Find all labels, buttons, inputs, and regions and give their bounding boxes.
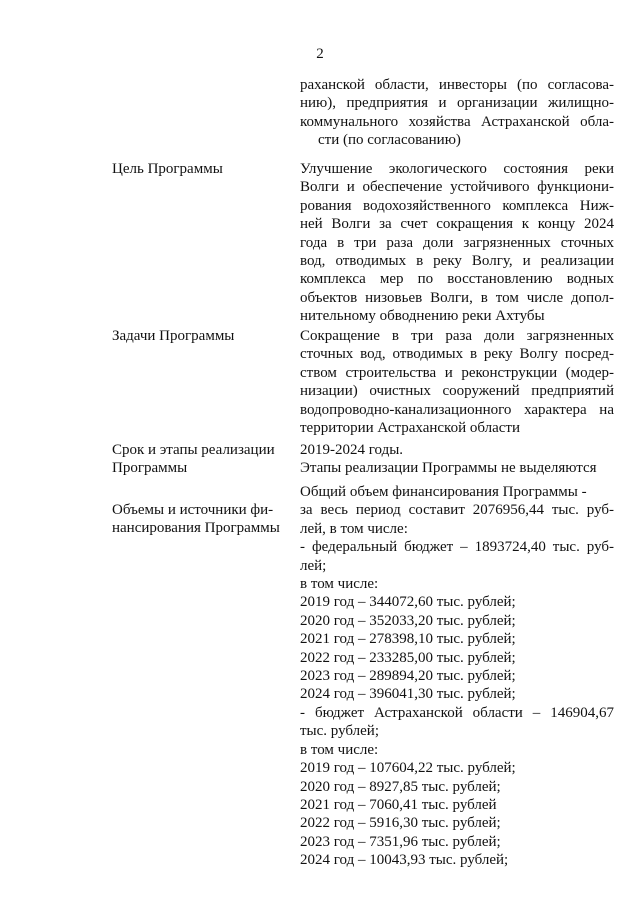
text-line: 2020 год – 352033,20 тыс. рублей; [300, 612, 516, 629]
label-line: нансирования Программы [112, 520, 280, 537]
row-label-tasks [112, 327, 287, 345]
text-line: 2020 год – 8927,85 тыс. рублей; [300, 778, 501, 795]
text-line: в том числе: [300, 741, 379, 758]
text-line: 2023 год – 289894,20 тыс. рублей; [300, 668, 516, 685]
text-line: Общий объем финансирования Программы - [300, 484, 587, 500]
row-value-tasks [300, 327, 614, 437]
text-line: года в три раза доли загрязненных сточных [300, 234, 614, 251]
text-line: тыс. рублей; [300, 723, 379, 740]
text-line: 2019 год – 107604,22 тыс. рублей; [300, 760, 516, 777]
row-label-funding [112, 501, 287, 538]
label-line: Задачи Программы [112, 328, 235, 344]
text-line: Улучшение экологического состояния реки [300, 161, 614, 177]
row-value-term [300, 441, 614, 478]
text-line: ством строительства и реконструкции (модер- [300, 364, 614, 381]
continuation-text [300, 76, 614, 150]
text-line: Сокращение в три раза доли загрязненных [300, 328, 614, 344]
text-line: в том числе: [300, 576, 379, 593]
label-line: Объемы и источники фи- [112, 502, 274, 518]
label-line: Программы [112, 460, 188, 477]
text-line: 2023 год – 7351,96 тыс. рублей; [300, 833, 501, 850]
label-line: Цель Программы [112, 161, 223, 177]
text-line: 2021 год – 7060,41 тыс. рублей [300, 796, 497, 813]
text-line: сти (по согласованию) [318, 132, 461, 149]
text-line: низации) очистных сооружений предприятий [300, 383, 614, 400]
text-line: лей; [300, 557, 327, 574]
row-label-goal [112, 160, 287, 178]
text-line: 2022 год – 233285,00 тыс. рублей; [300, 649, 516, 666]
text-line: водопроводно-канализационного характера на [300, 401, 614, 418]
text-line: лей, в том числе: [300, 520, 408, 537]
text-line: комплекса мер по восстановлению водных [300, 271, 614, 288]
row-value-goal [300, 160, 614, 326]
row-value-funding [300, 483, 614, 870]
text-line: сточных вод, отводимых в реку Волгу посред- [300, 346, 614, 363]
text-line: ней Волги за счет сокращения к концу 2024 [300, 216, 614, 233]
text-line: Этапы реализации Программы не выделяются [300, 460, 597, 477]
text-line: вод, отводимых в реку Волгу, и реализации [300, 253, 614, 270]
text-line: 2019-2024 годы. [300, 442, 404, 458]
text-line: за весь период составит 2076956,44 тыс. руб- [300, 502, 614, 519]
text-line: - бюджет Астраханской области – 146904,67 [300, 704, 614, 721]
row-label-term [112, 441, 287, 478]
text-line: - федеральный бюджет – 1893724,40 тыс. руб- [300, 539, 614, 556]
text-line: 2019 год – 344072,60 тыс. рублей; [300, 594, 516, 611]
text-line: рования водохозяйственного комплекса Ниж- [300, 197, 614, 214]
text-line: нительному обводнению реки Ахтубы [300, 308, 545, 325]
text-line: 2024 год – 396041,30 тыс. рублей; [300, 686, 516, 703]
text-line: территории Астраханской области [300, 420, 521, 437]
page-number: 2 [316, 46, 324, 62]
text-line: объектов низовьев Волги, в том числе допол- [300, 289, 614, 306]
text-line: раханской области, инвесторы (по согласова- [300, 77, 614, 93]
text-line: 2022 год – 5916,30 тыс. рублей; [300, 815, 501, 832]
text-line: Волги и обеспечение устойчивого функциони- [300, 179, 614, 196]
text-line: 2024 год – 10043,93 тыс. рублей; [300, 852, 509, 869]
text-line: коммунального хозяйства Астраханской обла- [300, 113, 614, 130]
text-line: 2021 год – 278398,10 тыс. рублей; [300, 631, 516, 648]
label-line: Срок и этапы реализации [112, 442, 275, 458]
text-line: нию), предприятия и организации жилищно- [300, 95, 614, 112]
